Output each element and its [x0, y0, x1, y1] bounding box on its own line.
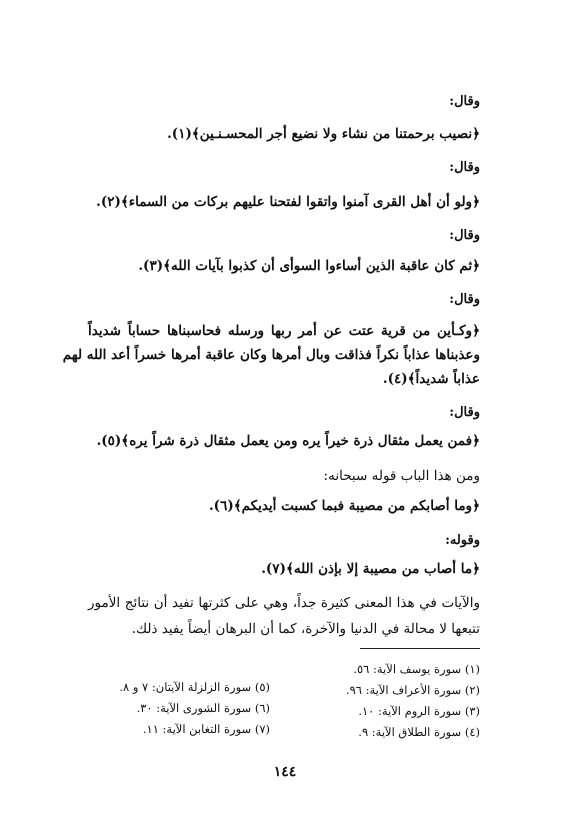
footnote: (٢) سورة الأعراف الآية: ٩٦.: [345, 683, 480, 697]
footnote: (٦) سورة الشورى الآية: ٣٠.: [136, 701, 270, 715]
intro-line: وقال:: [449, 292, 480, 307]
intro-line: وقال:: [449, 405, 480, 420]
quran-verse: ﴿ولو أن أهل القرى آمنوا واتقوا لفتحنا عليهم بركات من السماء﴾(٢).: [96, 194, 480, 210]
intro-line: وقال:: [449, 160, 480, 175]
intro-line: وقوله:: [445, 533, 480, 548]
quran-verse: ﴿وما أصابكم من مصيبة فبما كسبت أيديكم﴾(٦).: [208, 498, 480, 514]
quran-verse: ﴿نصيب برحمتنا من نشاء ولا نضيع أجر المحسـنـين﴾(١).: [167, 126, 480, 142]
quran-verse: عذاباً شديداً﴾(٤).: [382, 371, 480, 387]
quran-verse: ﴿ما أصاب من مصيبة إلا بإذن الله﴾(٧).: [261, 561, 480, 577]
paragraph-line: ومن هذا الباب قوله سبحانه:: [323, 468, 480, 484]
footnote: (٣) سورة الروم الآية: ١٠.: [358, 704, 480, 718]
footnote: (٧) سورة التغابن الآية: ١١.: [142, 722, 270, 736]
quran-verse: وعذبناها عذاباً نكراً فذاقت وبال أمرها وكان عاقبة أمرها خسراً أعد الله لهم: [62, 347, 480, 363]
paragraph-line: تتبعها لا محالة في الدنيا والآخرة، كما أن البرهان أيضاً يفيد ذلك.: [131, 621, 480, 637]
quran-verse: ﴿ثم كان عاقبة الذين أساءوا السوأى أن كذبوا بآيات الله﴾(٣).: [138, 258, 480, 274]
footnote: (٤) سورة الطلاق الآية: ٩.: [358, 725, 480, 739]
footnote: (٥) سورة الزلزلة الآيتان: ٧ و ٨.: [119, 680, 270, 694]
page-number: ١٤٤: [273, 764, 297, 780]
quran-verse: ﴿فمن يعمل مثقال ذرة خيراً يره ومن يعمل مثقال ذرة شراً يره﴾(٥).: [96, 433, 480, 449]
intro-line: وقال:: [449, 94, 480, 109]
intro-line: وقال:: [449, 228, 480, 243]
paragraph-line: والآيات في هذا المعنى كثيرة جداً، وهي على كثرتها تفيد أن نتائج الأمور: [88, 595, 480, 611]
footnote-separator: [360, 648, 480, 649]
quran-verse: ﴿وكـأين من قرية عتت عن أمر ربها ورسله فحاسبناها حساباً شديداً: [88, 323, 480, 339]
footnote: (١) سورة يوسف الآية: ٥٦.: [353, 662, 480, 676]
